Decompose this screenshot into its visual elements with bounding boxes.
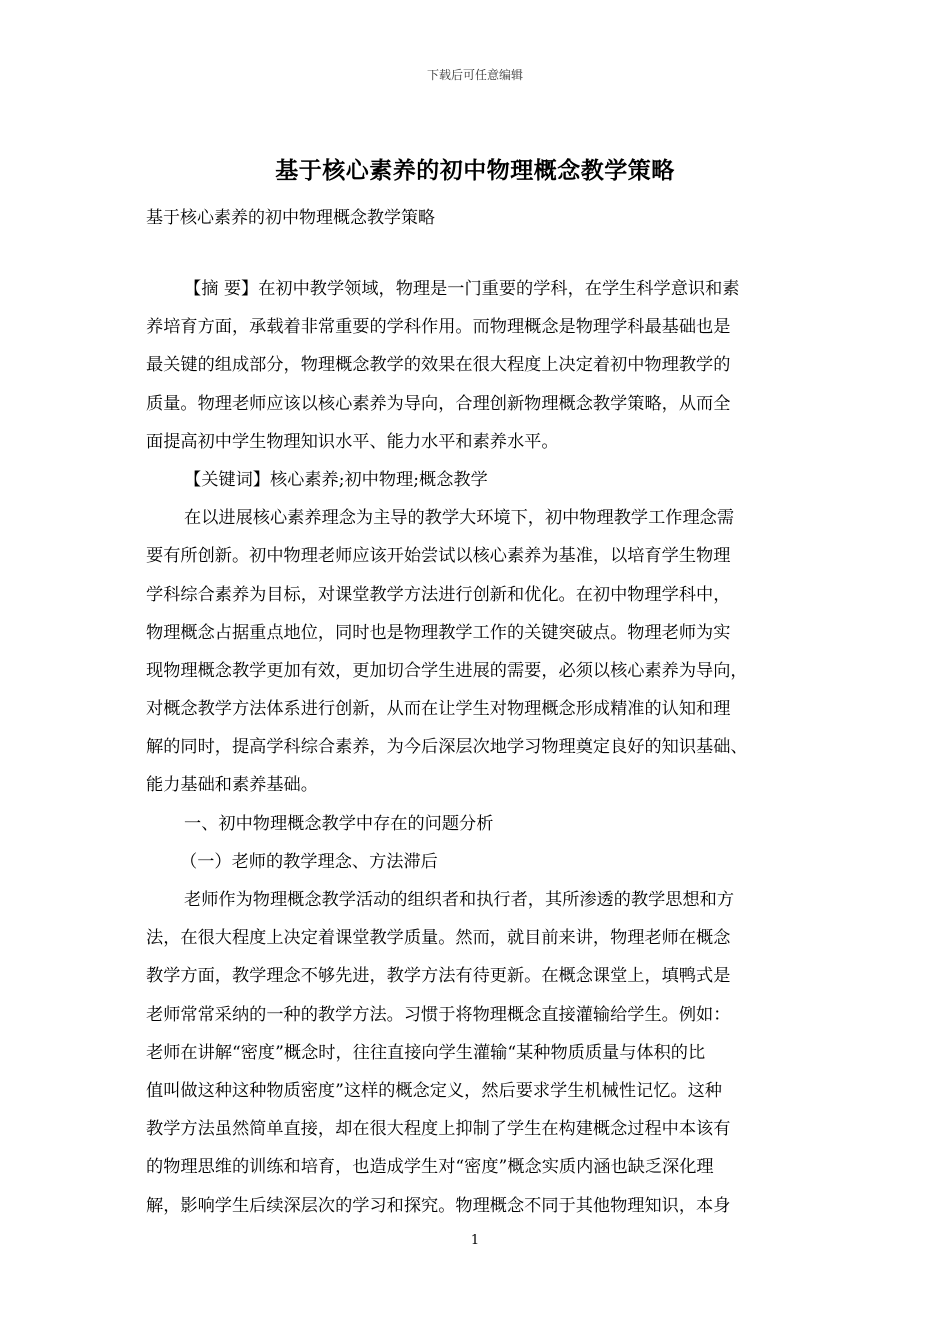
header-note: 下载后可任意编辑 [426, 68, 523, 82]
paragraph-line: 教学方法虽然简单直接，却在很大程度上抑制了学生在构建概念过程中本该有 [146, 1119, 731, 1140]
paragraph-line: 学科综合素养为目标，对课堂教学方法进行创新和优化。在初中物理学科中， [146, 584, 731, 605]
keywords-line: 【关键词】核心素养;初中物理;概念教学 [184, 469, 488, 490]
abstract-line: 养培育方面，承载着非常重要的学科作用。而物理概念是物理学科最基础也是 [146, 317, 731, 338]
paragraph-line: 法，在很大程度上决定着课堂教学质量。然而，就目前来讲，物理老师在概念 [146, 928, 731, 949]
abstract-line: 面提高初中学生物理知识水平、能力水平和素养水平。 [146, 431, 559, 452]
subsection-heading: （一）老师的教学理念、方法滞后 [180, 851, 438, 872]
paragraph-line: 解的同时，提高学科综合素养，为今后深层次地学习物理奠定良好的知识基础、 [146, 737, 748, 758]
document-title: 基于核心素养的初中物理概念教学策略 [275, 157, 675, 184]
abstract-line: 最关键的组成部分，物理概念教学的效果在很大程度上决定着初中物理教学的 [146, 355, 731, 376]
page-number: 1 [470, 1233, 480, 1248]
paragraph-line: 对概念教学方法体系进行创新，从而在让学生对物理概念形成精准的认知和理 [146, 699, 731, 720]
abstract-line: 质量。物理老师应该以核心素养为导向，合理创新物理概念教学策略，从而全 [146, 393, 731, 414]
paragraph-line: 解，影响学生后续深层次的学习和探究。物理概念不同于其他物理知识，本身 [146, 1195, 731, 1216]
paragraph-line: 老师作为物理概念教学活动的组织者和执行者，其所渗透的教学思想和方 [184, 890, 735, 910]
document-body [146, 270, 806, 1225]
paragraph-line: 要有所创新。初中物理老师应该开始尝试以核心素养为基准，以培育学生物理 [146, 546, 731, 567]
paragraph-line: 教学方面，教学理念不够先进，教学方法有待更新。在概念课堂上，填鸭式是 [146, 966, 731, 987]
section-heading: 一、初中物理概念教学中存在的问题分析 [184, 813, 494, 834]
document-subtitle: 基于核心素养的初中物理概念教学策略 [146, 208, 435, 228]
paragraph-line: 值叫做这种这种物质密度”这样的概念定义，然后要求学生机械性记忆。这种 [146, 1080, 722, 1101]
paragraph-line: 老师常常采纳的一种的教学方法。习惯于将物理概念直接灌输给学生。例如： [146, 1004, 731, 1025]
paragraph-line: 的物理思维的训练和培育，也造成学生对“密度”概念实质内涵也缺乏深化理 [146, 1157, 714, 1178]
paragraph-line: 现物理概念教学更加有效，更加切合学生进展的需要，必须以核心素养为导向， [146, 660, 748, 681]
paragraph-line: 能力基础和素养基础。 [146, 775, 318, 796]
paragraph-line: 在以进展核心素养理念为主导的教学大环境下，初中物理教学工作理念需 [184, 508, 735, 529]
paragraph-line: 物理概念占据重点地位，同时也是物理教学工作的关键突破点。物理老师为实 [146, 622, 731, 643]
paragraph-line: 老师在讲解“密度”概念时，往往直接向学生灌输“某种物质质量与体积的比 [146, 1042, 706, 1063]
abstract-line: 【摘 要】在初中教学领域，物理是一门重要的学科，在学生科学意识和素 [184, 279, 740, 299]
